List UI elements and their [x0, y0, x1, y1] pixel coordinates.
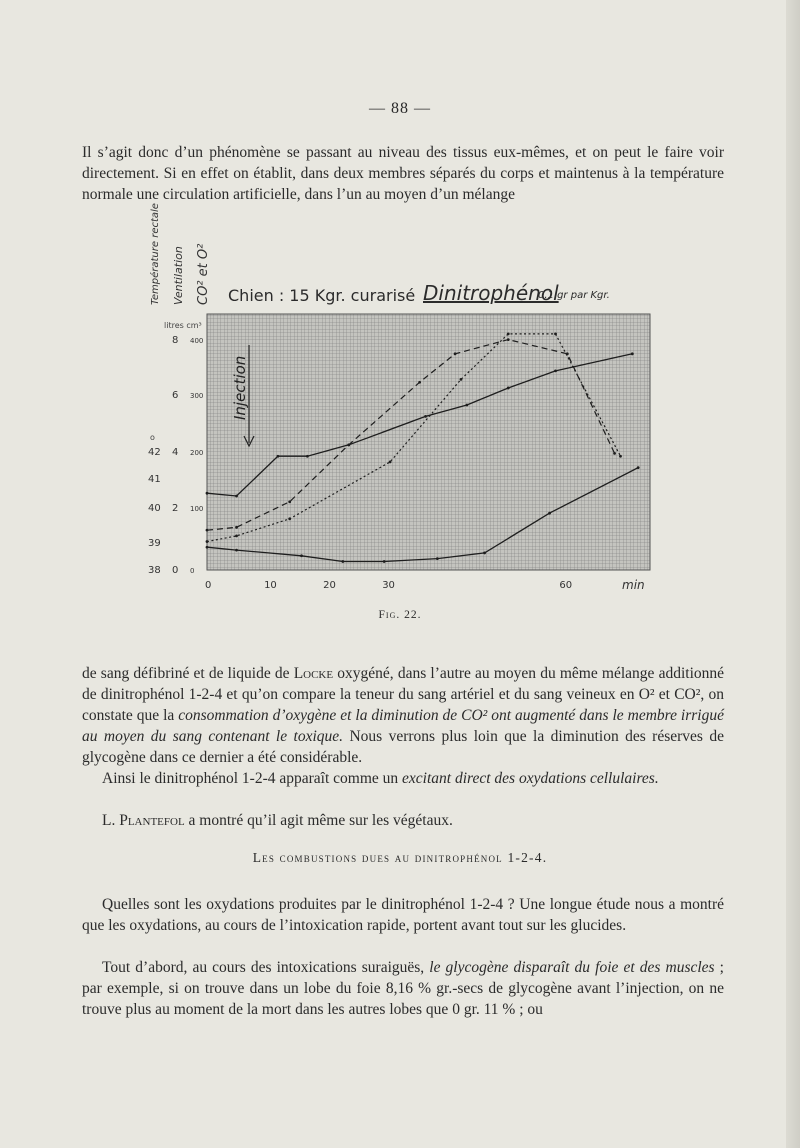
paragraph-bottom-1	[82, 894, 724, 936]
series-point	[637, 466, 640, 469]
emphasis-text: consommation d’oxygène et la diminution de CO² ont augmenté dans le membre irrigué au moyen du sang contenant le toxique.	[82, 707, 724, 745]
author-name: L. Plantefol	[102, 812, 185, 829]
series-point	[288, 500, 291, 503]
series-point	[460, 378, 463, 381]
chart-title-subject: Chien : 15 Kgr. curarisé	[228, 286, 416, 305]
left-label-co2: 400	[190, 337, 204, 345]
series-point	[507, 338, 510, 341]
series-point	[206, 492, 209, 495]
x-tick-label: 60	[559, 580, 573, 591]
left-label-temp: 42	[148, 447, 161, 458]
left-label-co2: 200	[190, 449, 204, 457]
emphasis-text: excitant direct des oxydations cellulaires.	[402, 770, 659, 787]
section-heading: Les combustions dues au dinitrophénol 1-2-4.	[252, 850, 548, 865]
series-point	[347, 443, 350, 446]
series-point	[235, 526, 238, 529]
header-label-co2-o2: CO² et O²	[196, 243, 211, 305]
series-point	[235, 534, 238, 537]
series-point	[465, 404, 468, 407]
series-point	[554, 333, 557, 336]
text-run: Quelles sont les oxydations produites par le dinitrophénol 1-2-4 ? Une longue étude nous a montré que les oxydations, au cours de l’intoxication rapide, portent avant tout sur les glucides.	[82, 896, 724, 934]
series-point	[389, 461, 392, 464]
x-tick-label: 10	[264, 580, 277, 591]
chart-title-dose: 0.1 gr par Kgr.	[538, 290, 610, 301]
figure-caption: Fig. 22.	[378, 609, 422, 621]
left-label-vent: 4	[172, 447, 179, 458]
left-label-temp: 38	[148, 565, 161, 576]
series-point	[206, 529, 209, 532]
text-run: Tout d’abord, au cours des intoxications suraiguës,	[102, 959, 430, 976]
series-point	[631, 352, 634, 355]
left-label-temp: 40	[148, 503, 161, 514]
series-point	[206, 540, 209, 543]
text-run: de sang défibriné et de liquide de	[82, 665, 294, 682]
series-point	[341, 560, 344, 563]
text-run: a montré qu’il agit même sur les végétaux.	[184, 812, 453, 829]
page-number: — 88 —	[369, 100, 431, 117]
left-label-temp: 41	[148, 474, 161, 485]
text-run: Ainsi le dinitrophénol 1-2-4 apparaît comme un	[102, 770, 403, 787]
series-point	[235, 549, 238, 552]
axis-units: litres cm³	[164, 321, 202, 330]
series-point	[548, 512, 551, 515]
left-label-temp: 39	[148, 538, 161, 549]
left-label-vent: 0	[172, 565, 179, 576]
left-label-vent: 6	[172, 390, 179, 401]
text-run: ; par exemple, si on trouve dans un lobe du foie 8,16 % gr.-secs de glycogène avant l’injection, on ne trouve plus au moment de la mort dans les autres lobes que 0 gr. 11 % ; ou	[82, 959, 724, 1018]
series-point	[507, 387, 510, 390]
injection-label: Injection	[231, 355, 249, 420]
series-point	[483, 552, 486, 555]
text-run: oxygéné, dans l’autre au moyen du même mélange additionné de dinitrophénol 1-2-4 et qu’on compare la teneur du sang artériel et du sang veineux en O² et CO², on constate que la	[82, 665, 725, 724]
x-axis-ticks	[205, 580, 572, 591]
series-point	[507, 333, 510, 336]
series-point	[436, 557, 439, 560]
left-label-vent: 2	[172, 503, 179, 514]
series-point	[424, 415, 427, 418]
x-tick-label: 30	[382, 580, 395, 591]
x-tick-label: 20	[323, 580, 336, 591]
series-point	[619, 455, 622, 458]
paragraph-mid-1	[82, 663, 724, 768]
degree-mark: o	[150, 433, 155, 442]
header-label-temperature: Température rectale	[150, 203, 161, 305]
locke-name: Locke	[293, 665, 334, 682]
series-point	[613, 452, 616, 455]
emphasis-text: le glycogène disparaît du foie et des muscles	[429, 959, 715, 976]
series-point	[306, 455, 309, 458]
header-labels	[149, 203, 211, 305]
series-point	[235, 495, 238, 498]
paragraph-bottom-2	[82, 957, 724, 1020]
series-point	[383, 560, 386, 563]
text-run: Nous verrons plus loin que la diminution des réserves de glycogène dans ce dernier a été considérable.	[82, 728, 724, 766]
left-axis-labels	[148, 335, 203, 576]
paragraph-mid-2	[82, 768, 724, 789]
series-point	[276, 455, 279, 458]
plot-grid	[207, 314, 650, 570]
x-axis-unit: min	[622, 578, 645, 592]
paragraph-top: Il s’agit donc d’un phénomène se passant au niveau des tissus eux-mêmes, et on peut le faire voir directement. Si en effet on établit, dans deux membres séparés du corps et maintenus à la température normale une circulation artificielle, dans l’un au moyen d’un mélange	[82, 144, 724, 203]
series-point	[288, 517, 291, 520]
series-point	[300, 554, 303, 557]
left-label-co2: 0	[190, 567, 195, 575]
series-point	[454, 352, 457, 355]
header-label-ventilation: Ventilation	[172, 246, 185, 305]
left-label-vent: 8	[172, 335, 179, 346]
left-label-co2: 100	[190, 505, 204, 513]
x-tick-label: 0	[205, 580, 212, 591]
chart-title-drug: Dinitrophénol	[423, 281, 559, 305]
series-point	[206, 546, 209, 549]
left-label-co2: 300	[190, 392, 204, 400]
series-point	[554, 369, 557, 372]
paragraph-mid-3	[82, 810, 724, 831]
series-point	[418, 381, 421, 384]
